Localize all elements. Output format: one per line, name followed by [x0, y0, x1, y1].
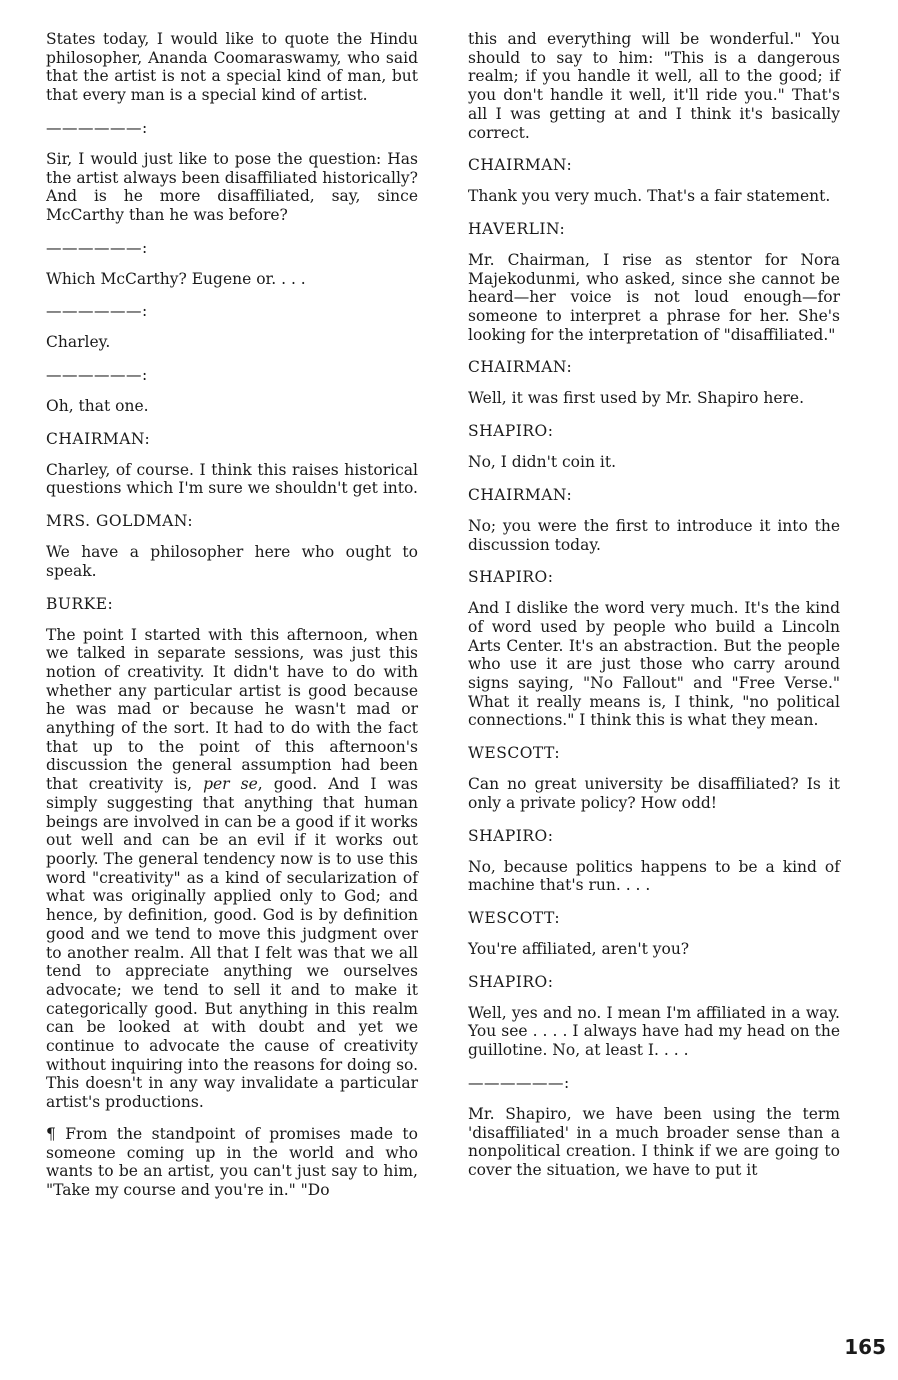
speaker-block: [46, 239, 418, 289]
speaker-label: CHAIRMAN:: [468, 156, 573, 175]
speaker-block: [46, 119, 418, 225]
speaker-block: [468, 744, 840, 812]
paragraph: Thank you very much. That's a fair statement.: [468, 187, 831, 206]
speaker-block: [468, 1074, 840, 1180]
speaker-label: SHAPIRO:: [468, 826, 554, 845]
paragraph: The point I started with this afternoon, when we talked in separate sessions, was just this notion of creativity. It didn't have to do with whether any particular artist is good because he was mad or because he wasn't mad or anything of the sort. It had to do with the fact that up to the point of this afternoon's discussion the general assumption had been that creativity is, per se, good. And I was simply suggesting that anything that human beings are involved in can be a good if it works out well and can be an evil if it works out poorly. The general tendency now is to use this word "creativity" as a kind of secularization of what was originally applied only to God; and hence, by definition, good. God is by definition good and we tend to move this judgment over to another realm. All that I felt was that we all tend to appreciate anything we ourselves advocate; we tend to sell it and to make it categorically good. But anything in this realm can be looked at with doubt and yet we continue to advocate the cause of creativity without inquiring into the reasons for doing so. This doesn't in any way invalidate a particular artist's productions.: [46, 625, 419, 1112]
left-column: [46, 30, 418, 1214]
speaker-label: CHAIRMAN:: [46, 429, 151, 448]
continuation-block: [46, 30, 418, 105]
speaker-block: [468, 220, 840, 345]
speaker-block: [46, 512, 418, 580]
speaker-block: [468, 973, 840, 1060]
speaker-label: BURKE:: [46, 594, 114, 613]
speaker-label: WESCOTT:: [468, 744, 561, 763]
paragraph: You're affiliated, aren't you?: [468, 939, 690, 958]
right-column: [468, 30, 840, 1194]
paragraph: No, I didn't coin it.: [468, 453, 616, 472]
paragraph: Mr. Chairman, I rise as stentor for Nora Majekodunmi, who asked, since she cannot be heard—her voice is not loud enough—for someone to interpret a phrase for her. She's looking for the interpretation of "disaffiliated.": [468, 250, 840, 344]
speaker-label: SHAPIRO:: [468, 972, 554, 991]
speaker-block: [468, 422, 840, 472]
speaker-label: MRS. GOLDMAN:: [46, 512, 194, 531]
speaker-label: HAVERLIN:: [468, 219, 566, 238]
page-number: 165: [844, 1335, 886, 1359]
anonymous-speaker-label: ——————:: [46, 366, 148, 385]
paragraph: Oh, that one.: [46, 397, 149, 416]
paragraph: Charley.: [46, 333, 111, 352]
paragraph: this and everything will be wonderful." You should to say to him: "This is a dangerous realm; if you handle it well, all to the good; if you don't handle it well, it'll ride you." That's all I was getting at and I think it's basically correct.: [468, 30, 840, 142]
paragraph: Mr. Shapiro, we have been using the term 'disaffiliated' in a much broader sense than a nonpolitical creation. I think if we are going to cover the situation, we have to put it: [468, 1104, 840, 1179]
paragraph: States today, I would like to quote the Hindu philosopher, Ananda Coomaraswamy, who said that the artist is not a special kind of man, but that every man is a special kind of artist.: [46, 30, 418, 105]
speaker-label: SHAPIRO:: [468, 422, 554, 441]
paragraph: Well, it was first used by Mr. Shapiro here.: [468, 389, 805, 408]
speaker-block: [468, 486, 840, 554]
paragraph: ¶ From the standpoint of promises made to someone coming up in the world and who wants to be an artist, you can't just say to him, "Take my course and you're in." "Do: [46, 1124, 418, 1199]
speaker-block: [468, 827, 840, 895]
paragraph: We have a philosopher here who ought to speak.: [46, 543, 418, 580]
paragraph: And I dislike the word very much. It's the kind of word used by people who build a Lincoln Arts Center. It's an abstraction. But the people who use it are just those who carry around signs saying, "No Fallout" and "Free Verse." What it really means is, I think, "no political connections." I think this is what they mean.: [468, 599, 840, 730]
paragraph: Well, yes and no. I mean I'm affiliated in a way. You see . . . . I always have had my head on the guillotine. No, at least I. . . .: [468, 1003, 840, 1060]
speaker-block: [46, 366, 418, 416]
speaker-block: [468, 568, 840, 730]
speaker-label: CHAIRMAN:: [468, 485, 573, 504]
paragraph: Which McCarthy? Eugene or. . . .: [46, 269, 306, 288]
speaker-block: [46, 595, 418, 1200]
anonymous-speaker-label: ——————:: [468, 1073, 570, 1092]
speaker-label: WESCOTT:: [468, 908, 561, 927]
paragraph: Sir, I would just like to pose the question: Has the artist always been disaffiliated historically? And is he more disaffiliated, say, since McCarthy than he was before?: [46, 149, 418, 224]
speaker-label: SHAPIRO:: [468, 568, 554, 587]
paragraph: Can no great university be disaffiliated? Is it only a private policy? How odd!: [468, 775, 840, 812]
paragraph: No; you were the first to introduce it into the discussion today.: [468, 516, 840, 554]
anonymous-speaker-label: ——————:: [46, 302, 148, 321]
speaker-label: CHAIRMAN:: [468, 358, 573, 377]
speaker-block: [46, 302, 418, 352]
anonymous-speaker-label: ——————:: [46, 238, 148, 257]
speaker-block: [46, 430, 418, 498]
continuation-block: [468, 30, 840, 142]
speaker-block: [468, 358, 840, 408]
speaker-block: [468, 156, 840, 206]
paragraph: Charley, of course. I think this raises historical questions which I'm sure we shouldn't get into.: [46, 460, 418, 498]
paragraph: No, because politics happens to be a kind of machine that's run. . . .: [468, 857, 840, 895]
speaker-block: [468, 909, 840, 959]
anonymous-speaker-label: ——————:: [46, 118, 148, 137]
